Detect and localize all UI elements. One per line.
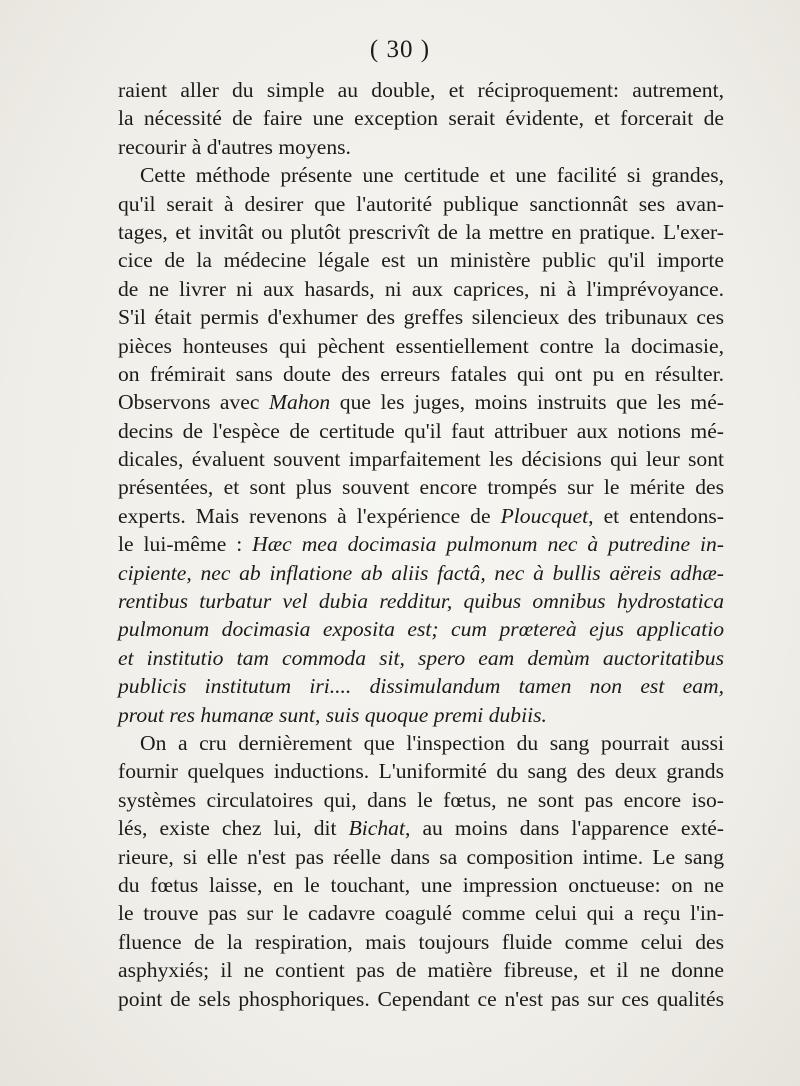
text-run: cice de la médecine légale est un ministère public qu'il importe [118, 248, 724, 273]
text-run: présentées, et sont plus souvent encore trompés sur le mérite des [118, 475, 724, 500]
text-line [118, 133, 724, 161]
italic-text-run: rentibus turbatur vel dubia redditur, quibus omnibus hydrostatica [118, 589, 724, 614]
italic-text-run: Bichat [348, 816, 405, 841]
text-run: qu'il serait à desirer que l'autorité publique sanctionnât ses avan- [118, 191, 724, 216]
text-line [118, 644, 724, 672]
text-line [118, 76, 724, 104]
text-line [118, 615, 724, 643]
text-line [118, 388, 724, 416]
text-line [118, 218, 724, 246]
text-line [118, 729, 724, 757]
text-line [118, 701, 724, 729]
text-run: S'il était permis d'exhumer des greffes silencieux des tribunaux ces [118, 305, 724, 330]
text-run: asphyxiés; il ne contient pas de matière fibreuse, et il ne donne [118, 958, 724, 983]
text-run: Cette méthode présente une certitude et une facilité si grandes, [140, 163, 724, 188]
text-run: rieure, si elle n'est pas réelle dans sa composition intime. Le sang [118, 844, 724, 869]
text-line [118, 473, 724, 501]
text-line [118, 502, 724, 530]
text-line [118, 956, 724, 984]
text-run: le lui-même : [118, 532, 253, 557]
italic-text-run: Mahon [269, 390, 331, 415]
italic-text-run: prout res humanæ sunt, suis quoque premi dubiis. [118, 702, 547, 727]
text-line [118, 985, 724, 1013]
text-line [118, 190, 724, 218]
text-run: lés, existe chez lui, dit [118, 816, 349, 841]
text-run: , au moins dans l'apparence exté- [404, 816, 724, 841]
text-run: , et entendons- [588, 503, 724, 528]
text-run: decins de l'espèce de certitude qu'il faut attribuer aux notions mé- [118, 418, 724, 443]
text-run: le trouve pas sur le cadavre coagulé comme celui qui a reçu l'in- [118, 901, 724, 926]
italic-text-run: Ploucquet [500, 503, 589, 528]
text-run: du fœtus laisse, en le touchant, une impression onctueuse: on ne [118, 872, 724, 897]
text-line [118, 843, 724, 871]
text-run: recourir à d'autres moyens. [118, 134, 351, 159]
text-line [118, 928, 724, 956]
body-text [118, 76, 724, 1013]
text-run: point de sels phosphoriques. Cependant ce n'est pas sur ces qualités [118, 986, 724, 1011]
italic-text-run: cipiente, nec ab inflatione ab aliis factâ, nec à bullis aëreis adhæ- [118, 560, 724, 585]
text-run: Observons avec [118, 390, 270, 415]
text-run: de ne livrer ni aux hasards, ni aux caprices, ni à l'imprévoyance. [118, 276, 724, 301]
text-line [118, 303, 724, 331]
text-run: On a cru dernièrement que l'inspection du sang pourrait aussi [140, 730, 724, 755]
italic-text-run: Hæc mea docimasia pulmonum nec à putredine in- [252, 532, 724, 557]
text-line [118, 757, 724, 785]
text-run: systèmes circulatoires qui, dans le fœtus, ne sont pas encore iso- [118, 787, 724, 812]
text-run: experts. Mais revenons à l'expérience de [118, 503, 501, 528]
text-line [118, 786, 724, 814]
italic-text-run: publicis institutum iri.... dissimulandum tamen non est eam, [118, 674, 724, 699]
text-line [118, 530, 724, 558]
text-line [118, 360, 724, 388]
text-run: fournir quelques inductions. L'uniformité du sang des deux grands [118, 759, 724, 784]
text-line [118, 814, 724, 842]
text-line [118, 275, 724, 303]
text-run: la nécessité de faire une exception serait évidente, et forcerait de [118, 106, 724, 131]
text-line [118, 559, 724, 587]
text-line [118, 672, 724, 700]
text-line [118, 899, 724, 927]
text-line [118, 246, 724, 274]
text-run: fluence de la respiration, mais toujours fluide comme celui des [118, 929, 724, 954]
text-run: raient aller du simple au double, et réciproquement: autrement, [118, 78, 724, 102]
text-line [118, 445, 724, 473]
text-line [118, 104, 724, 132]
page-number: ( 30 ) [369, 36, 431, 63]
text-line [118, 161, 724, 189]
italic-text-run: et institutio tam commoda sit, spero eam demùm auctoritatibus [118, 645, 724, 670]
italic-text-run: pulmonum docimasia exposita est; cum prœtereà ejus applicatio [118, 617, 724, 642]
text-run: pièces honteuses qui pèchent essentiellement contre la docimasie, [118, 333, 724, 358]
text-run: tages, et invitât ou plutôt prescrivît de la mettre en pratique. L'exer- [118, 219, 724, 244]
text-run: on frémirait sans doute des erreurs fatales qui ont pu en résulter. [118, 361, 724, 386]
text-line [118, 587, 724, 615]
text-run: que les juges, moins instruits que les mé- [330, 390, 724, 415]
text-line [118, 332, 724, 360]
text-line [118, 871, 724, 899]
text-line [118, 417, 724, 445]
text-run: dicales, évaluent souvent imparfaitement les décisions qui leur sont [118, 447, 724, 472]
